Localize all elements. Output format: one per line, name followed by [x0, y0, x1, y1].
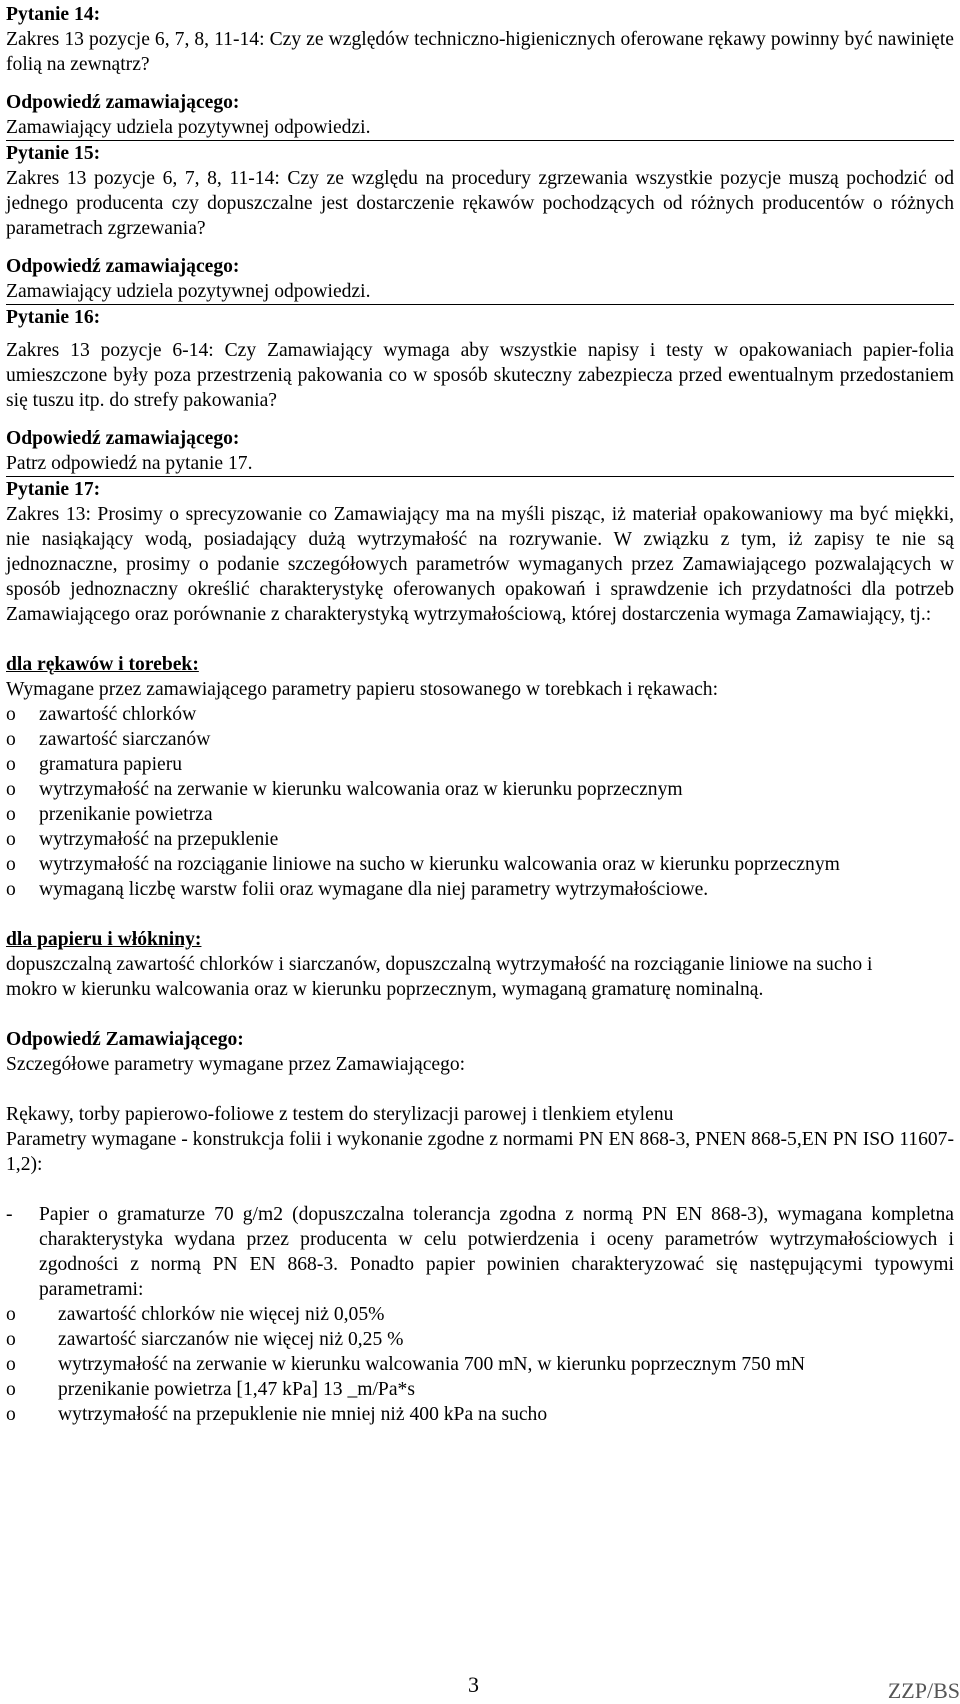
- paper-parameter-list: [6, 1302, 954, 1427]
- list-item: o wymaganą liczbę warstw folii oraz wymagane dla niej parametry wytrzymałościowe.: [6, 877, 954, 902]
- list-item: o wytrzymałość na przepuklenie nie mniej niż 400 kPa na sucho: [6, 1402, 954, 1427]
- question-15-title: Pytanie 15:: [6, 143, 101, 164]
- question-15-answer: Zamawiający udziela pozytywnej odpowiedzi.: [6, 279, 954, 305]
- question-14-answer: Zamawiający udziela pozytywnej odpowiedzi.: [6, 115, 954, 141]
- question-16-answer: Patrz odpowiedź na pytanie 17.: [6, 451, 954, 477]
- params-line: Parametry wymagane - konstrukcja folii i wykonanie zgodne z normami PN EN 868-3, PNEN 868-5,EN PN ISO 11607-1,2):: [6, 1129, 954, 1175]
- question-17-title: Pytanie 17:: [6, 479, 101, 500]
- page-number: 3: [468, 1672, 479, 1697]
- question-16-answer-label: Odpowiedź zamawiającego:: [6, 428, 240, 449]
- list-item: o zawartość siarczanów nie więcej niż 0,25 %: [6, 1327, 954, 1352]
- paper-requirement-text: Papier o gramaturze 70 g/m2 (dopuszczalna tolerancja zgodna z normą PN EN 868-3), wymagana kompletna charakterystyka wydana przez producenta w celu potwierdzenia i oceny parametrów wytrzymałościowych i zgodności z normą PN EN 868-3. Ponadto papier powinien charakteryzować się następującymi typowymi parametrami:: [39, 1204, 954, 1300]
- list-item: o wytrzymałość na rozciąganie liniowe na sucho w kierunku walcowania oraz w kierunku poprzecznym: [6, 852, 954, 877]
- list-item: o wytrzymałość na zerwanie w kierunku walcowania 700 mN, w kierunku poprzecznym 750 mN: [6, 1352, 954, 1377]
- list-item: o wytrzymałość na zerwanie w kierunku walcowania oraz w kierunku poprzecznym: [6, 777, 954, 802]
- sleeves-intro: Wymagane przez zamawiającego parametry papieru stosowanego w torebkach i rękawach:: [6, 679, 719, 700]
- list-item: o przenikanie powietrza [1,47 kPa] 13 _m/Pa*s: [6, 1377, 954, 1402]
- question-16-title: Pytanie 16:: [6, 307, 101, 328]
- paper-heading: dla papieru i włókniny:: [6, 929, 202, 950]
- question-17-answer-intro: Szczegółowe parametry wymagane przez Zamawiającego:: [6, 1054, 466, 1075]
- question-14-title: Pytanie 14:: [6, 4, 101, 25]
- document-page: [6, 2, 954, 1427]
- list-item: o zawartość chlorków: [6, 702, 954, 727]
- document-code: ZZP/BS: [887, 1678, 960, 1703]
- list-item: o zawartość siarczanów: [6, 727, 954, 752]
- question-17-text: Zakres 13: Prosimy o sprecyzowanie co Zamawiający ma na myśli pisząc, iż materiał opakowaniowy ma być miękki, nie nasiąkający wodą, posiadający dużą wytrzymałość na rozrywanie. W związku z tym, iż zapisy te nie są jednoznaczne, prosimy o podanie szczegółowych parametrów wymaganych przez Zamawiającego pozwalających w sposób jednoznaczny określić charakterystykę oferowanych opakowań i sprawdzenie ich przydatności dla potrzeb Zamawiającego oraz porównanie z charakterystyką wytrzymałościową, której dostarczenia wymaga Zamawiający, tj.:: [6, 504, 954, 625]
- list-item: o zawartość chlorków nie więcej niż 0,05%: [6, 1302, 954, 1327]
- question-17-answer-label: Odpowiedź Zamawiającego:: [6, 1029, 244, 1050]
- list-item: o gramatura papieru: [6, 752, 954, 777]
- list-item: o wytrzymałość na przepuklenie: [6, 827, 954, 852]
- list-item: o przenikanie powietrza: [6, 802, 954, 827]
- page-footer: [0, 1672, 960, 1702]
- paper-text: dopuszczalną zawartość chlorków i siarczanów, dopuszczalną wytrzymałość na rozciąganie liniowe na sucho i mokro w kierunku walcowania oraz w kierunku poprzecznym, wymaganą gramaturę nominalną.: [6, 954, 873, 1000]
- question-14-answer-label: Odpowiedź zamawiającego:: [6, 92, 240, 113]
- question-16-text: Zakres 13 pozycje 6-14: Czy Zamawiający wymaga aby wszystkie napisy i testy w opakowaniach papier-folia umieszczone były poza przestrzenią pakowania co w sposób skuteczny zabezpiecza przed ewentualnym przedostaniem się tuszu itp. do strefy pakowania?: [6, 340, 954, 411]
- sleeves-heading: dla rękawów i torebek:: [6, 654, 199, 675]
- dash-marker: -: [6, 1204, 13, 1225]
- question-15-answer-label: Odpowiedź zamawiającego:: [6, 256, 240, 277]
- question-15-text: Zakres 13 pozycje 6, 7, 8, 11-14: Czy ze względu na procedury zgrzewania wszystkie pozycje muszą pochodzić od jednego producenta czy dopuszczalne jest dostarczenie rękawów pochodzących od różnych producentów o różnych parametrach zgrzewania?: [6, 168, 954, 239]
- sleeves-parameter-list: [6, 702, 954, 902]
- question-14-text: Zakres 13 pozycje 6, 7, 8, 11-14: Czy ze względów techniczno-higienicznych oferowane rękawy powinny być nawinięte folią na zewnątrz?: [6, 29, 954, 75]
- product-line: Rękawy, torby papierowo-foliowe z testem do sterylizacji parowej i tlenkiem etylenu: [6, 1104, 674, 1125]
- paper-requirement-item: [6, 1202, 954, 1302]
